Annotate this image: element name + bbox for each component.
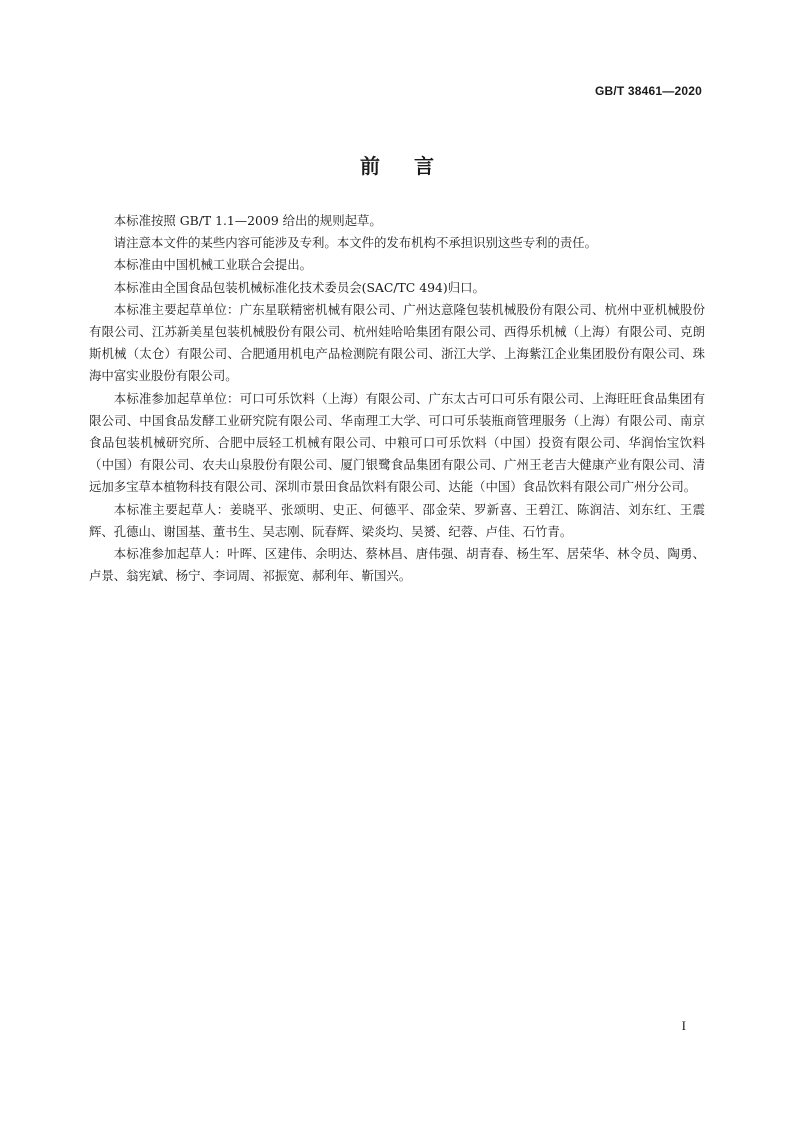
paragraph-participating-units: 本标准参加起草单位：可口可乐饮料（上海）有限公司、广东太古可口可乐有限公司、上海旺旺食品集团有限公司、中国食品发酵工业研究院有限公司、华南理工大学、可口可乐装瓶商管理服务（上海）有限公司、南京食品包装机械研究所、合肥中辰轻工机械有限公司、中粮可口可乐饮料（中国）投资有限公司、华润怡宝饮料（中国）有限公司、农夫山泉股份有限公司、厦门银鹭食品集团有限公司、广州王老吉大健康产业有限公司、清远加多宝草本植物科技有限公司、深圳市景田食品饮料有限公司、达能（中国）食品饮料有限公司广州分公司。 <box>89 390 705 495</box>
page-title: 前言 <box>360 154 468 178</box>
paragraph-drafting-rules: 本标准按照 GB/T 1.1—2009 给出的规则起草。 <box>113 213 382 228</box>
paragraph-participating-drafters: 本标准参加起草人：叶晖、区建伟、余明达、蔡林昌、唐伟强、胡青春、杨生军、居荣华、林令员、陶勇、卢景、翁宪斌、杨宁、李词周、祁振宽、郝利年、靳国兴。 <box>89 546 705 584</box>
paragraph-committee: 本标准由全国食品包装机械标准化技术委员会(SAC/TC 494)归口。 <box>113 279 485 295</box>
paragraph-proposer: 本标准由中国机械工业联合会提出。 <box>113 257 313 273</box>
standard-code: GB/T 38461—2020 <box>594 84 702 98</box>
paragraph-main-drafters: 本标准主要起草人：姜晓平、张颂明、史正、何德平、邵金荣、罗新喜、王碧江、陈润洁、刘东红、王震辉、孔德山、谢国基、董书生、吴志刚、阮春辉、梁炎均、吴赟、纪蓉、卢佳、石竹青。 <box>89 501 705 539</box>
page-number: I <box>681 1018 686 1033</box>
paragraph-main-drafting-units: 本标准主要起草单位：广东星联精密机械有限公司、广州达意隆包装机械股份有限公司、杭州中亚机械股份有限公司、江苏新美星包装机械股份有限公司、杭州娃哈哈集团有限公司、西得乐机械（上海）有限公司、克朗斯机械（太仓）有限公司、合肥通用机电产品检测院有限公司、浙江大学、上海紫江企业集团股份有限公司、珠海中富实业股份有限公司。 <box>89 301 705 384</box>
paragraph-patent-notice: 请注意本文件的某些内容可能涉及专利。本文件的发布机构不承担识别这些专利的责任。 <box>113 235 598 251</box>
foreword-body <box>89 210 705 587</box>
